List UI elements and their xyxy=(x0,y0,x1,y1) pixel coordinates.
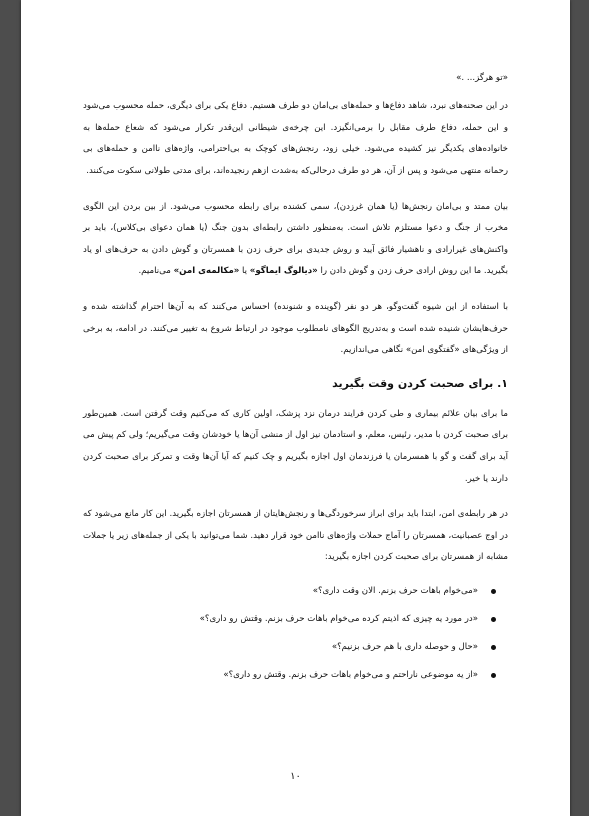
paragraph-3: با استفاده از این شیوه گفت‌وگو، هر دو نفر (گوینده و شنونده) احساس می‌کنند که به آن‌ها احترام گذاشته شده و حرف‌هایشان شنیده شده است و به‌تدریج الگوهای نامطلوب موجود در ارتباط شروع به تغییر می‌کنند. در ادامه، به برخی از ویژگی‌های «گفتگوی امن» نگاهی می‌اندازیم. xyxy=(83,301,508,356)
list-item-text: «حال و حوصله داری با هم حرف بزنیم؟» xyxy=(331,641,478,652)
bullet-icon xyxy=(491,645,496,650)
section-heading: ۱. برای صحبت کردن وقت بگیرید xyxy=(332,376,508,390)
bullet-icon xyxy=(491,617,496,622)
list-item xyxy=(83,639,478,655)
term-safe-conversation: «مکالمه‌ی امن» xyxy=(173,266,240,277)
list-item-text: «از یه موضوعی ناراحتم و می‌خوام باهات حرف بزنم. وقتش رو داری؟» xyxy=(223,669,478,680)
example-sentences-list xyxy=(83,583,508,683)
paragraph-2 xyxy=(83,197,508,283)
list-item xyxy=(83,611,478,627)
list-item xyxy=(83,667,478,683)
page-content xyxy=(83,70,508,695)
paragraph-2-text: بیان ممتد و بی‌امان رنجش‌ها (یا همان غرزدن)، سمی کشنده برای رابطه محسوب می‌شود. از بین بردن این الگوی مخرب از جنگ و دعوا مستلزم تلاش است. به‌منظور داشتن رابطه‌ای بدون جنگ (یا همان دعوای بی‌کلاس)، باید بر واکنش‌های غیرارادی و ناهشیار فائق آیید و روش جدیدی برای حرف زدن با همسرتان و گوش دادن به حرف‌های او یاد بگیرید. ما این روش ارادی حرف زدن و گوش دادن را xyxy=(83,201,508,277)
list-item-text: «می‌خوام باهات حرف بزنم. الان وقت داری؟» xyxy=(312,585,478,596)
paragraph-2-connector: یا xyxy=(239,266,250,277)
page-number: ۱۰ xyxy=(290,771,301,782)
list-item-text: «در مورد یه چیزی که اذیتم کرده می‌خوام باهات حرف بزنم. وقتش رو داری؟» xyxy=(199,613,478,624)
paragraph-2-end: می‌نامیم. xyxy=(138,266,174,277)
bullet-icon xyxy=(491,673,496,678)
paragraph-5: در هر رابطه‌ی امن، ابتدا باید برای ابراز سرخوردگی‌ها و رنجش‌هایتان از همسرتان اجازه بگیرید. این کار مانع می‌شود که در اوج عصبانیت، همسرتان را آماج حملات واژه‌های ناامن خود قرار دهید. شما می‌توانید با یکی از جمله‌های زیر یا جملات مشابه از همسرتان برای صحبت کردن اجازه بگیرید: xyxy=(83,509,508,563)
list-item xyxy=(83,583,478,599)
document-page xyxy=(21,0,570,816)
bullet-icon xyxy=(491,589,496,594)
intro-quote: «تو هرگز... .» xyxy=(456,73,508,83)
paragraph-1: در این صحنه‌های نبرد، شاهد دفاع‌ها و حمله‌های بی‌امان دو طرف هستیم. دفاع یکی برای دیگری، حمله محسوب می‌شود و این حمله، دفاع طرف مقابل را برمی‌انگیزد. این چرخه‌ی شیطانی این‌قدر تکرار می‌شود که شعاع حمله‌ها به خانواده‌های یکدیگر نیز کشیده می‌شود. خیلی زود، رنجش‌های کوچک به بی‌احترامی، واژه‌های ناامن و حمله‌های بی رحمانه منتهی می‌شود و پس از آن، هر دو طرف درحالی‌که به‌شدت ازهم رنجیده‌اند، برای مدتی طولانی سکوت می‌کنند. xyxy=(83,101,508,176)
term-imago-dialogue: «دیالوگ ایماگو» xyxy=(249,266,318,277)
paragraph-4: ما برای بیان علائم بیماری و طی کردن فرایند درمان نزد پزشک، اولین کاری که می‌کنیم وقت گرفتن است. همین‌طور برای صحبت کردن با مدیر، رئیس، معلم، و استادمان نیز اول از منشی آن‌ها یا خودشان وقت می‌گیریم؛ ولی کم پیش می آید برای گفت و گو با همسرمان یا فرزندمان اول اجازه بگیریم و چک کنیم که آیا آن‌ها وقت و تمرکز برای صحبت کردن دارند یا خیر. xyxy=(83,408,508,484)
